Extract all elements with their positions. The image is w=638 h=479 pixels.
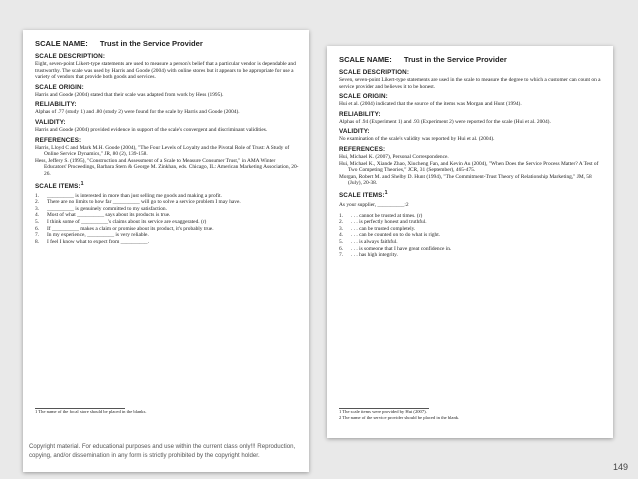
- item-number: 8.: [35, 238, 40, 245]
- scale-name-label: SCALE NAME:: [35, 39, 88, 48]
- scale-item: [35, 219, 299, 226]
- reliability-text: Alphas of .77 (study 1) and .80 (study 2) were found for the scale by Harris and Goode (2004).: [35, 109, 240, 116]
- item-text: I think some of __________'s claims about its service are exaggerated. (r): [47, 219, 207, 225]
- scale-item: [35, 226, 299, 233]
- scale-origin-heading: SCALE ORIGIN:: [339, 93, 388, 101]
- scale-items-label: SCALE ITEMS:: [35, 182, 81, 190]
- scale-items-list: [35, 193, 299, 246]
- scale-item: [339, 232, 603, 239]
- item-number: 6.: [339, 245, 344, 252]
- scale-name-heading: [35, 39, 299, 48]
- item-number: 5.: [35, 219, 40, 225]
- scale-item: [339, 246, 603, 253]
- item-number: 3.: [35, 205, 40, 212]
- item-text: . . . is always faithful.: [351, 239, 398, 245]
- item-text: . . . is perfectly honest and truthful.: [351, 219, 427, 226]
- slide-page-number: 149: [612, 462, 628, 472]
- item-text: I feel I know what to expect from __________.: [47, 238, 149, 245]
- item-text: Most of what __________ says about its products is true.: [47, 212, 171, 219]
- scale-item: [339, 226, 603, 233]
- footnote-text: 2 The name of the service provider should be placed in the blank.: [339, 414, 460, 420]
- scale-items-list: [339, 213, 603, 259]
- item-number: 7.: [35, 232, 40, 239]
- scale-item: [339, 219, 603, 226]
- item-number: 4.: [339, 232, 344, 239]
- scale-item: [35, 232, 299, 239]
- item-text: . . . cannot be trusted at times. (r): [351, 212, 423, 219]
- reference-entry: Harris, Lloyd C and Mark M.H. Goode (2004), "The Four Levels of Loyalty and the Pivotal Role of Trust: A Study of Online Service Dynamics," JR, 80 (2), 139-158.: [35, 144, 290, 158]
- footnote-area: [339, 408, 599, 420]
- item-number: 1.: [339, 212, 344, 219]
- item-number: 7.: [339, 252, 344, 259]
- item-text: In my experience, __________ is very reliable.: [47, 232, 149, 239]
- reference-entry: Hui, Michael K., Xiande Zhao, Xiucheng Fan, and Kevin Au (2004), "When Does the Service Process Matter? A Test of Two Competing Theories," JCR, 31 (September), 465-475.: [339, 160, 599, 174]
- item-number: 3.: [339, 225, 344, 232]
- item-number: 2.: [35, 199, 40, 206]
- footnote-text: 1 The name of the focal store should be placed in the blanks.: [35, 409, 147, 414]
- copyright-notice: Copyright material. For educational purposes and use within the current class only!!! Reproduction, copying, and/or dissemination in any form is strictly prohibited by the copyright holder.: [29, 443, 296, 459]
- footnote-text: 1 The scale items were provided by Hui (2007).: [339, 409, 427, 414]
- scale-description-text: Seven, seven-point Likert-type statements are used in the scale to measure the degree to which a customer can count on a service provider and believes it to be honest.: [339, 77, 601, 90]
- reliability-heading: RELIABILITY:: [339, 110, 381, 118]
- reference-entry: Hui, Michael K. (2007), Personal Correspondence.: [339, 153, 449, 160]
- reliability-text: Alphas of .94 (Experiment 1) and .93 (Experiment 2) were reported for the scale (Hui et al. 2004).: [339, 118, 551, 125]
- item-number: 5.: [339, 239, 344, 245]
- scale-description-heading: SCALE DESCRIPTION:: [339, 69, 410, 76]
- scale-name-title: Trust in the Service Provider: [403, 55, 507, 64]
- item-number: 1.: [35, 192, 40, 199]
- validity-heading: VALIDITY:: [339, 128, 370, 136]
- footnote-marker: 1: [384, 189, 388, 196]
- validity-text: No examination of the scale's validity was reported by Hui et al. (2004).: [339, 136, 495, 143]
- item-text: . . . can be counted on to do what is right.: [351, 232, 441, 239]
- scale-name-title: Trust in the Service Provider: [99, 39, 203, 48]
- scale-item: [339, 239, 603, 246]
- footnote-marker: 1: [80, 180, 84, 187]
- item-text: __________ is genuinely committed to my satisfaction.: [47, 205, 167, 212]
- scale-name-label: SCALE NAME:: [339, 55, 392, 64]
- item-text: . . . is someone that I have great confidence in.: [351, 245, 452, 252]
- item-text: __________ is interested in more than just selling me goods and making a profit.: [47, 192, 222, 199]
- scale-item: [35, 239, 299, 246]
- scale-name-heading: [339, 55, 603, 64]
- scale-items-intro: As your supplier, __________:2: [339, 202, 409, 209]
- scale-origin-text: Hui et al. (2004) indicated that the source of the items was Morgan and Hunt (1994).: [339, 101, 522, 108]
- references-heading: REFERENCES:: [339, 145, 386, 153]
- item-number: 4.: [35, 212, 40, 219]
- references-heading: REFERENCES:: [35, 136, 82, 144]
- reference-entry: Hess, Jeffery S. (1995), "Construction and Assessment of a Scale to Measure Consumer Trust," in AMA Winter Educators' Proceedings, Barbara Stern & George M. Zinkhan, eds. Chicago, IL: American Marketing Association, 20-26.: [35, 157, 299, 177]
- item-number: 6.: [35, 225, 40, 232]
- left-document-page: [23, 30, 309, 472]
- validity-heading: VALIDITY:: [35, 118, 66, 126]
- item-text: If __________ makes a claim or promise about its product, it's probably true.: [47, 225, 214, 232]
- scale-items-label: SCALE ITEMS:: [339, 192, 385, 200]
- scale-item: [35, 199, 299, 206]
- scale-origin-text: Harris and Goode (2004) stated that their scale was adapted from work by Hess (1995).: [35, 91, 224, 98]
- footnote-area: [35, 408, 295, 415]
- right-document-page: [327, 46, 613, 438]
- validity-text: Harris and Goode (2004) provided evidence in support of the scale's convergent and discriminant validities.: [35, 126, 268, 133]
- item-number: 2.: [339, 219, 344, 226]
- scale-items-heading: [35, 181, 299, 190]
- scale-description-text: Eight, seven-point Likert-type statements are used to measure a person's belief that a particular vendor is dependable and trustworthy. The scale was used by Harris and Goode (2004) with online stores but it appears to be appropriate for use a variety of vendors that provide both goods and services.: [35, 61, 296, 81]
- scale-origin-heading: SCALE ORIGIN:: [35, 83, 84, 91]
- scale-description-heading: SCALE DESCRIPTION:: [35, 53, 106, 60]
- reference-entry: Morgan, Robert M. and Shelby D. Hunt (1994), "The Commitment-Trust Theory of Relationship Marketing," JM, 58 (July), 20-38.: [339, 173, 592, 187]
- item-text: . . . can be trusted completely.: [351, 225, 416, 232]
- scale-items-heading: [339, 190, 603, 199]
- reliability-heading: RELIABILITY:: [35, 101, 77, 109]
- scale-item: [339, 252, 603, 259]
- item-text: There are no limits to how far __________ will go to solve a service problem I may have.: [47, 199, 241, 206]
- item-text: . . . has high integrity.: [351, 252, 398, 259]
- references-list: [35, 145, 299, 178]
- references-list: [339, 154, 603, 187]
- scale-item: [35, 212, 299, 219]
